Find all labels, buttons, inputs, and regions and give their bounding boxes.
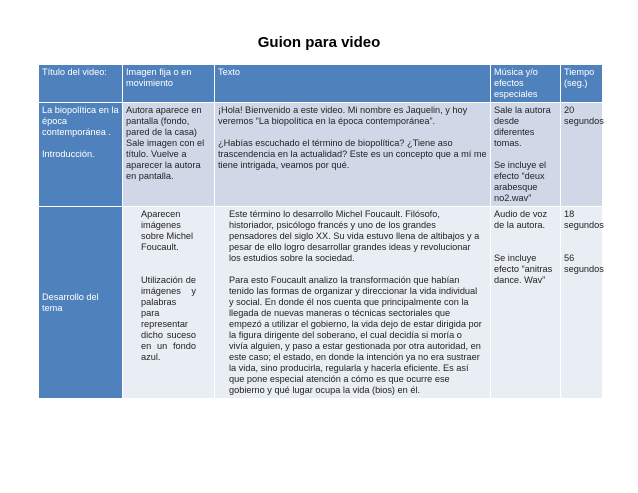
table-row xyxy=(39,207,603,399)
header-music: Música y/o efectos especiales xyxy=(491,65,561,103)
row1-title-cell xyxy=(39,103,123,207)
row2-music-p2: Se incluye efecto “anitras dance. Wav” xyxy=(494,253,553,285)
row2-time-p1: 18 segundos xyxy=(564,209,604,230)
row2-time-cell xyxy=(561,207,603,399)
row1-title-main: La biopolítica en la época contemporánea . xyxy=(42,105,119,137)
row2-time-p2: 56 segundos xyxy=(564,253,604,274)
row2-image-p2: Utilización de imágenes y palabras para representar dicho suceso en un fondo azul. xyxy=(141,275,196,362)
row1-music-cell xyxy=(491,103,561,207)
header-image: Imagen fija o en movimiento xyxy=(123,65,215,103)
row2-music-cell xyxy=(491,207,561,399)
video-script-table xyxy=(38,64,603,399)
row2-text-cell xyxy=(215,207,491,399)
row1-text-cell xyxy=(215,103,491,207)
table-header-row xyxy=(39,65,603,103)
row1-title-section: Introducción. xyxy=(42,149,95,159)
row1-music-p1: Sale la autora desde diferentes tomas. xyxy=(494,105,551,148)
page-title: Guion para video xyxy=(257,34,381,51)
header-text: Texto xyxy=(215,65,491,103)
row2-title-cell: Desarrollo del tema xyxy=(39,207,123,399)
header-video-title: Título del video: xyxy=(39,65,123,103)
row2-text-p1: Este término lo desarrollo Michel Foucault. Filósofo, historiador, psicólogo francés y uno de los grandes pensadores del siglo XX. Su vida estuvo llena de altibajos y a pesar de ello logro desarrollar grandes ideas y revolucionar los estudios sobre la sociedad. xyxy=(229,209,480,263)
header-time: Tiempo (seg.) xyxy=(561,65,603,103)
row2-image-cell xyxy=(123,207,215,399)
row1-image-cell: Autora aparece en pantalla (fondo, pared de la casa) Sale imagen con el título. Vuelve a aparecer la autora en pantalla. xyxy=(123,103,215,207)
row1-text-p1: ¡Hola! Bienvenido a este video. Mi nombre es Jaquelin, y hoy veremos “La biopolítica en la época contemporánea”. xyxy=(218,105,468,126)
row2-music-p1: Audio de voz de la autora. xyxy=(494,209,548,230)
row2-text-p2: Para esto Foucault analizo la transformación que habían tenido las formas de organizar y direccionar la vida individual y social. En donde él nos cuenta que principalmente con la llegada de nuevas maneras o técnicas sectoriales que empezó a utilizar el gobierno, la vida dejo de estar dirigida por la figura dirigente del soberano, el cual decidía si moría o vivía alguien, y paso a estar gestionada por otra autoridad, en este caso; el estado, en donde la intención ya no era sustraer la vida, sino producirla, regularla y hacerla eficiente. Es así que pone especial atención a cómo es que ocurre ese gobierno y qué lugar ocupa la vida (bios) en él. xyxy=(229,275,482,395)
row2-image-p1: Aparecen imágenes sobre Michel Foucault. xyxy=(141,209,194,252)
row1-time-cell: 20 segundos xyxy=(561,103,603,207)
row1-text-p2: ¿Habías escuchado el término de biopolítica? ¿Tiene aso trascendencia en la actualidad? Este es un concepto que a mí me tiene intrigada, veamos por qué. xyxy=(218,138,487,170)
table-row xyxy=(39,103,603,207)
row1-music-p2: Se incluye el efecto “deux arabesque no2.wav” xyxy=(494,160,547,203)
